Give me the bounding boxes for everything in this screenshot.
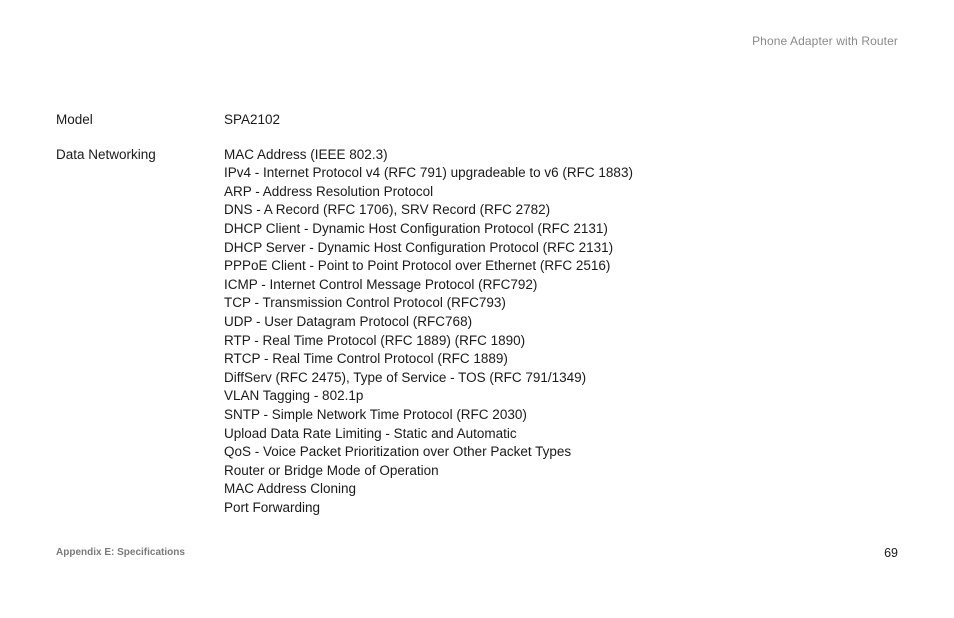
spec-value: IPv4 - Internet Protocol v4 (RFC 791) upgradeable to v6 (RFC 1883) [224, 165, 633, 181]
running-header: Phone Adapter with Router [752, 34, 898, 48]
spec-value: RTCP - Real Time Control Protocol (RFC 1889) [224, 351, 508, 367]
spec-label: Data Networking [56, 146, 156, 162]
spec-label: Model [56, 112, 93, 127]
spec-value: MAC Address Cloning [224, 481, 357, 497]
page-number: 69 [884, 546, 898, 560]
spec-value: Router or Bridge Mode of Operation [224, 462, 439, 478]
spec-value: Upload Data Rate Limiting - Static and Automatic [224, 425, 517, 441]
spec-value: DNS - A Record (RFC 1706), SRV Record (RFC 2782) [224, 202, 551, 218]
spec-value: TCP - Transmission Control Protocol (RFC793) [224, 295, 506, 311]
spec-value: DiffServ (RFC 2475), Type of Service - TOS (RFC 791/1349) [224, 369, 587, 385]
spec-value: DHCP Server - Dynamic Host Configuration Protocol (RFC 2131) [224, 239, 614, 255]
spec-value: QoS - Voice Packet Prioritization over Other Packet Types [224, 444, 572, 460]
spec-value: SPA2102 [224, 112, 281, 127]
spec-value: PPPoE Client - Point to Point Protocol over Ethernet (RFC 2516) [224, 258, 611, 274]
spec-value: UDP - User Datagram Protocol (RFC768) [224, 313, 473, 329]
spec-value: RTP - Real Time Protocol (RFC 1889) (RFC 1890) [224, 332, 526, 348]
spec-value: DHCP Client - Dynamic Host Configuration Protocol (RFC 2131) [224, 220, 608, 236]
spec-value: ARP - Address Resolution Protocol [224, 183, 434, 199]
spec-values [224, 146, 898, 518]
spec-values [224, 111, 898, 130]
spec-value: ICMP - Internet Control Message Protocol (RFC792) [224, 276, 538, 292]
spec-value: VLAN Tagging - 802.1p [224, 388, 364, 404]
spec-value: MAC Address (IEEE 802.3) [224, 146, 388, 162]
spec-value: Port Forwarding [224, 499, 321, 515]
footer-section-title: Appendix E: Specifications [56, 547, 185, 558]
spec-row-model [56, 111, 898, 130]
spec-value: SNTP - Simple Network Time Protocol (RFC 2030) [224, 406, 527, 422]
spec-table [56, 111, 898, 533]
spec-row-data-networking [56, 146, 898, 518]
